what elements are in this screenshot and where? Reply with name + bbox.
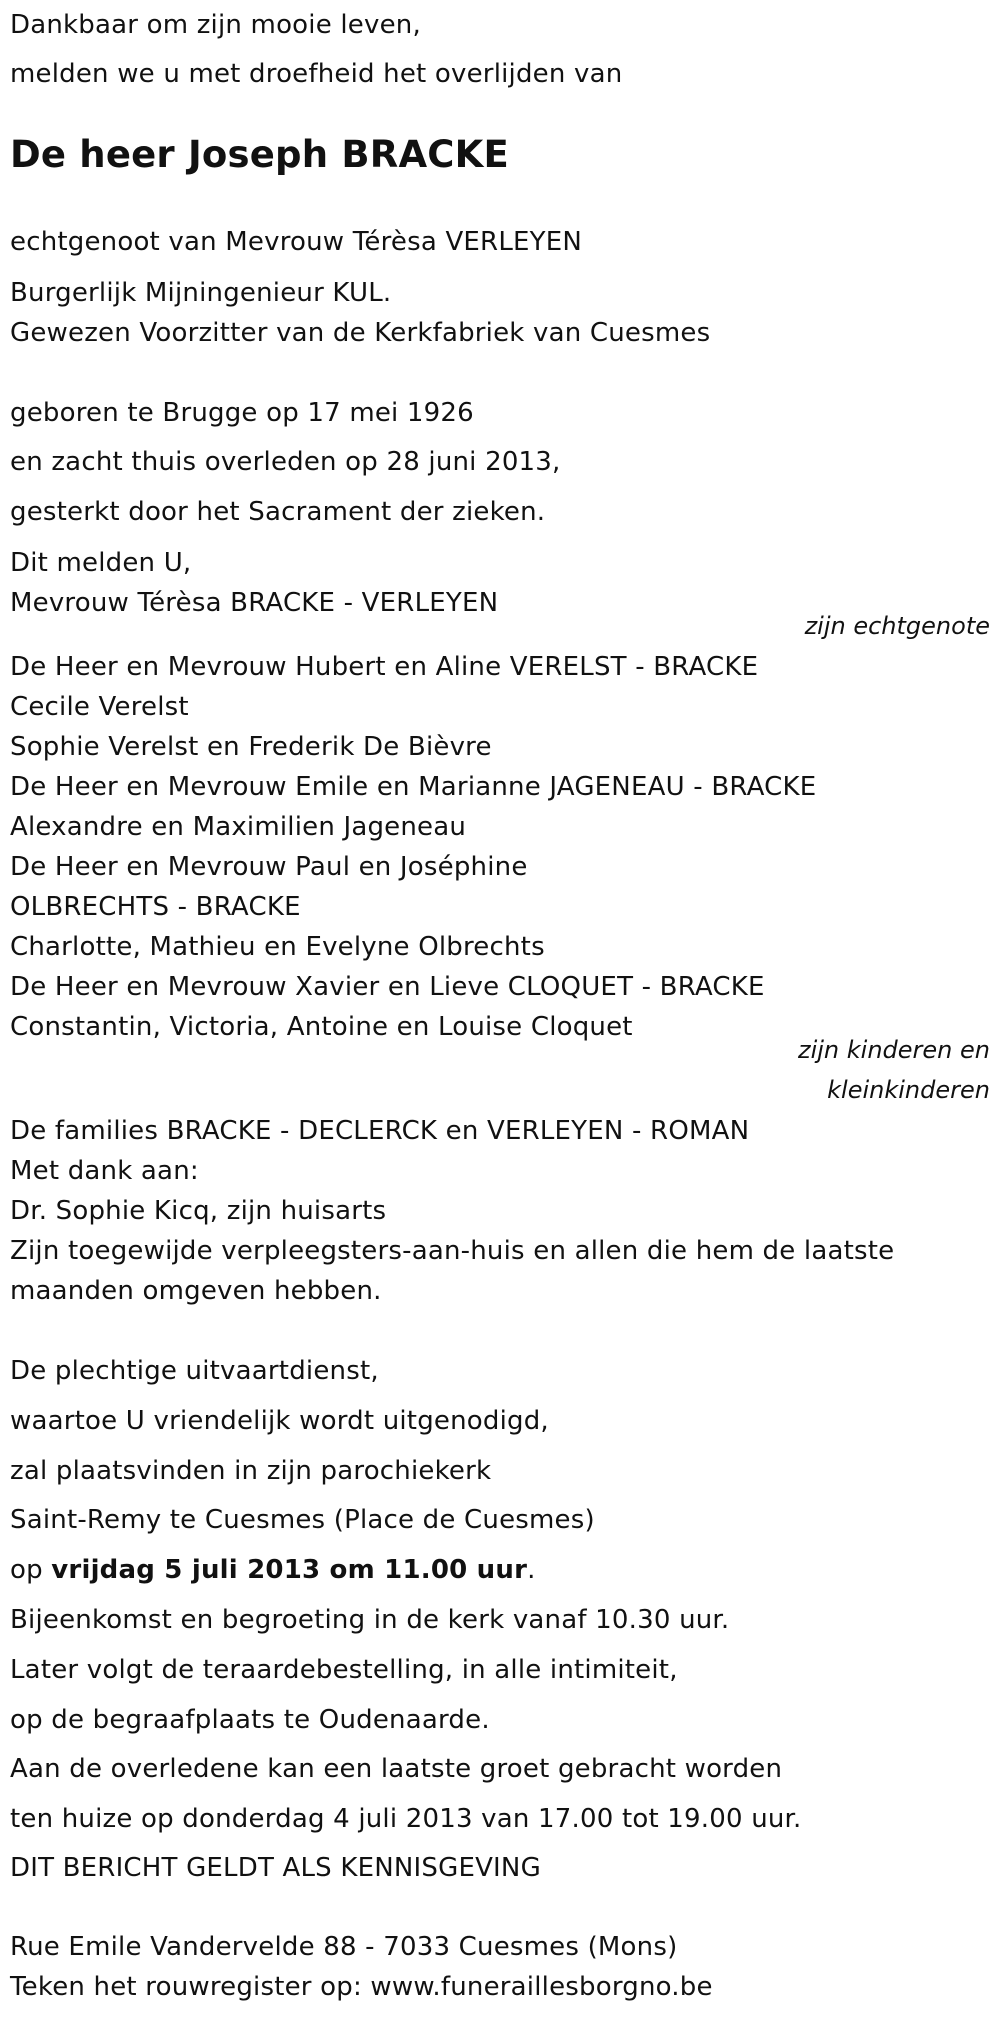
announcers-intro: Dit melden U, xyxy=(10,548,192,578)
thanks-intro: Met dank aan: xyxy=(10,1156,199,1186)
address-line: Rue Emile Vandervelde 88 - 7033 Cuesmes (Mons) xyxy=(10,1932,678,1962)
ceremony-date-suffix: . xyxy=(527,1555,536,1585)
child-line: OLBRECHTS - BRACKE xyxy=(10,892,301,922)
child-line: De Heer en Mevrouw Emile en Marianne JAGENEAU - BRACKE xyxy=(10,772,817,802)
burial-line-1: Later volgt de teraardebestelling, in alle intimiteit, xyxy=(10,1655,678,1685)
visit-line-2: ten huize op donderdag 4 juli 2013 van 17.00 tot 19.00 uur. xyxy=(10,1804,802,1834)
born-line: geboren te Brugge op 17 mei 1926 xyxy=(10,398,474,428)
child-line: De Heer en Mevrouw Paul en Joséphine xyxy=(10,852,528,882)
child-line: Cecile Verelst xyxy=(10,692,189,722)
died-line: en zacht thuis overleden op 28 juni 2013, xyxy=(10,447,561,477)
ceremony-line-4: Saint-Remy te Cuesmes (Place de Cuesmes) xyxy=(10,1505,595,1535)
title-line-2: Gewezen Voorzitter van de Kerkfabriek van Cuesmes xyxy=(10,318,711,348)
child-line: Charlotte, Mathieu en Evelyne Olbrechts xyxy=(10,932,545,962)
child-line: Sophie Verelst en Frederik De Bièvre xyxy=(10,732,492,762)
child-line: De Heer en Mevrouw Xavier en Lieve CLOQUET - BRACKE xyxy=(10,972,765,1002)
thanks-doctor: Dr. Sophie Kicq, zijn huisarts xyxy=(10,1196,387,1226)
ceremony-date-prefix: op xyxy=(10,1555,52,1585)
child-line: Constantin, Victoria, Antoine en Louise Cloquet xyxy=(10,1012,633,1042)
notice-line: DIT BERICHT GELDT ALS KENNISGEVING xyxy=(10,1853,541,1883)
intro-line-2: melden we u met droefheid het overlijden van xyxy=(10,59,623,89)
gathering-line: Bijeenkomst en begroeting in de kerk vanaf 10.30 uur. xyxy=(10,1605,730,1635)
intro-line-1: Dankbaar om zijn mooie leven, xyxy=(10,10,421,40)
child-line: De Heer en Mevrouw Hubert en Aline VERELST - BRACKE xyxy=(10,652,759,682)
families-line: De families BRACKE - DECLERCK en VERLEYEN - ROMAN xyxy=(10,1116,750,1146)
spouse-line: echtgenoot van Mevrouw Térèsa VERLEYEN xyxy=(10,227,582,257)
children-role-line-2: kleinkinderen xyxy=(827,1076,990,1104)
ceremony-date-bold: vrijdag 5 juli 2013 om 11.00 uur xyxy=(51,1555,528,1585)
widow-line: Mevrouw Térèsa BRACKE - VERLEYEN xyxy=(10,588,499,618)
burial-line-2: op de begraafplaats te Oudenaarde. xyxy=(10,1705,490,1735)
register-line: Teken het rouwregister op: www.funeraillesborgno.be xyxy=(10,1972,713,2002)
title-line-1: Burgerlijk Mijningenieur KUL. xyxy=(10,278,392,308)
children-role-line-1: zijn kinderen en xyxy=(798,1036,990,1064)
sacrament-line: gesterkt door het Sacrament der zieken. xyxy=(10,497,546,527)
ceremony-line-1: De plechtige uitvaartdienst, xyxy=(10,1356,379,1386)
deceased-name: De heer Joseph BRACKE xyxy=(10,133,509,176)
child-line: Alexandre en Maximilien Jageneau xyxy=(10,812,467,842)
widow-role: zijn echtgenote xyxy=(804,612,990,640)
ceremony-line-3: zal plaatsvinden in zijn parochiekerk xyxy=(10,1456,492,1486)
thanks-nurses: Zijn toegewijde verpleegsters-aan-huis en allen die hem de laatste maanden omgeven hebben. xyxy=(10,1236,895,1306)
ceremony-date xyxy=(10,1553,536,1587)
ceremony-line-2: waartoe U vriendelijk wordt uitgenodigd, xyxy=(10,1406,549,1436)
visit-line-1: Aan de overledene kan een laatste groet gebracht worden xyxy=(10,1754,783,1784)
